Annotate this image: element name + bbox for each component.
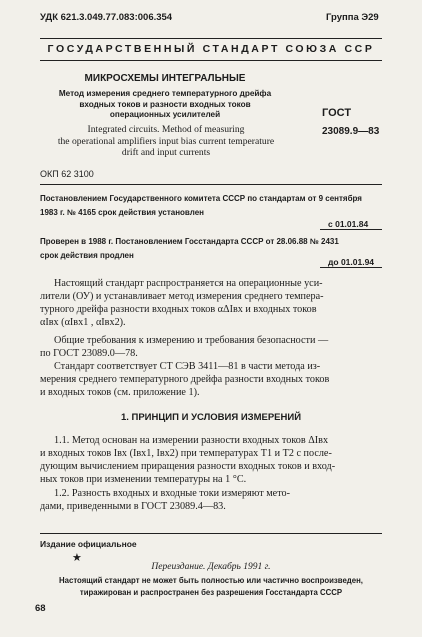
body-line: 1.2. Разность входных и входные токи измеряют мето- bbox=[54, 488, 290, 499]
body-line: Настоящий стандарт распространяется на операционные уси- bbox=[54, 278, 323, 289]
page-number: 68 bbox=[35, 603, 46, 614]
body-line: Стандарт соответствует СТ СЭВ 3411—81 в части метода из- bbox=[54, 361, 321, 372]
effective-from-date: с 01.01.84 bbox=[328, 219, 369, 229]
section-heading: 1. ПРИНЦИП И УСЛОВИЯ ИЗМЕРЕНИЙ bbox=[120, 412, 302, 423]
resolution-text bbox=[40, 192, 382, 220]
notice-line: тиражирован и распространен без разрешения Госстандарта СССР bbox=[79, 588, 343, 597]
banner-rule bbox=[40, 60, 382, 61]
body-line: Общие требования к измерению и требования безопасности — bbox=[54, 335, 329, 346]
body-line: ных токов при изменении температуры на 1 °С. bbox=[40, 474, 247, 485]
clause-1-2 bbox=[40, 487, 382, 513]
title-english-line: Integrated circuits. Method of measuring bbox=[87, 124, 245, 135]
title-sub-line: операционных усилителей bbox=[109, 110, 221, 119]
body-line: и входных токов (см. приложение 1). bbox=[40, 387, 200, 398]
title-english-line: drift and input currents bbox=[121, 147, 211, 158]
body-line: и входных токов Iвх (Iвх1, Iвх2) при температурах T1 и T2 с после- bbox=[40, 448, 332, 459]
title-english-line: the operational amplifiers input bias current temperature bbox=[57, 135, 275, 147]
body-line: лители (ОУ) и устанавливает метод измерения среднего темпера- bbox=[40, 291, 324, 302]
paragraph-general bbox=[40, 334, 382, 360]
udc-code: УДК 621.3.049.77.083:006.354 bbox=[40, 12, 173, 23]
gost-number: 23089.9—83 bbox=[322, 126, 380, 137]
title-english bbox=[28, 124, 304, 159]
star-icon: ★ bbox=[72, 552, 82, 564]
date-rule bbox=[320, 267, 382, 268]
footer-rule bbox=[40, 533, 382, 534]
body-line: дующим вычислением приращения разности входных токов и вход- bbox=[40, 461, 336, 472]
title-main: МИКРОСХЕМЫ ИНТЕГРАЛЬНЫЕ bbox=[84, 73, 246, 84]
checked-line: срок действия продлен bbox=[40, 251, 134, 260]
title-sub bbox=[40, 89, 290, 121]
group-code: Группа Э29 bbox=[326, 12, 379, 23]
title-sub-line: входных токов и разности входных токов bbox=[79, 99, 251, 109]
top-rule bbox=[40, 38, 382, 39]
date-rule bbox=[320, 229, 382, 230]
paragraph-correspondence bbox=[40, 360, 382, 399]
reprint-note: Переиздание. Декабрь 1991 г. bbox=[151, 562, 271, 572]
title-sub-line: Метод измерения среднего температурного дрейфа bbox=[58, 89, 272, 98]
gost-label: ГОСТ bbox=[322, 107, 352, 119]
paragraph-scope bbox=[40, 277, 382, 329]
body-line: дами, приведенными в ГОСТ 23089.4—83. bbox=[40, 501, 226, 512]
effective-until-date: до 01.01.94 bbox=[328, 257, 375, 267]
okp-rule bbox=[40, 184, 382, 185]
resolution-line: Постановлением Государственного комитета СССР по стандартам от 9 сентября bbox=[40, 194, 362, 203]
copyright-notice bbox=[40, 575, 382, 599]
body-line: по ГОСТ 23089.0—78. bbox=[40, 348, 138, 359]
official-edition: Издание официальное bbox=[40, 539, 137, 549]
clause-1-1 bbox=[40, 434, 382, 486]
resolution-line: 1983 г. № 4165 срок действия установлен bbox=[40, 208, 204, 217]
checked-line: Проверен в 1988 г. Постановлением Госстандарта СССР от 28.06.88 № 2431 bbox=[40, 237, 339, 246]
body-line: αIвх (αIвх1 , αIвх2). bbox=[40, 317, 126, 328]
okp-code: ОКП 62 3100 bbox=[40, 169, 94, 179]
body-line: 1.1. Метод основан на измерении разности входных токов ΔIвх bbox=[54, 435, 329, 446]
standard-banner: ГОСУДАРСТВЕННЫЙ СТАНДАРТ СОЮЗА ССР bbox=[47, 43, 375, 55]
body-line: мерения среднего температурного дрейфа разности входных токов bbox=[40, 374, 330, 385]
notice-line: Настоящий стандарт не может быть полностью или частично воспроизведен, bbox=[59, 576, 363, 585]
body-line: турного дрейфа разности входных токов αΔIвх и входных токов bbox=[40, 304, 317, 315]
